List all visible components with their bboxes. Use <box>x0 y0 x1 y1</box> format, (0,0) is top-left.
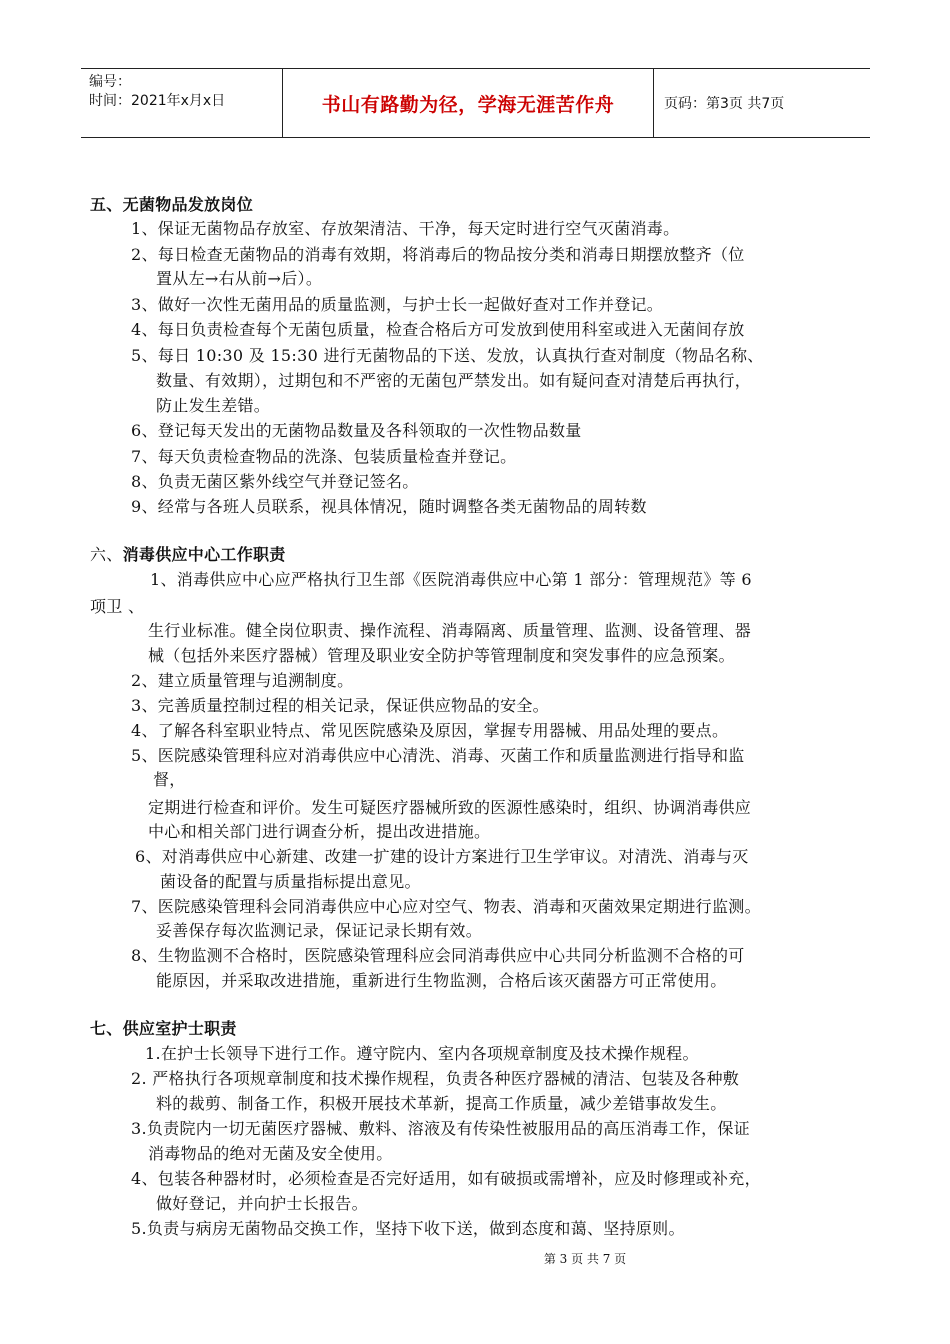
section-6-line: 能原因，并采取改进措施，重新进行生物监测，合格后该灭菌器方可正常使用。 <box>156 971 727 990</box>
section-7-line: 2. 严格执行各项规章制度和技术操作规程，负责各种医疗器械的清洁、包装及各种敷 <box>131 1069 740 1088</box>
section-5-line: 3、做好一次性无菌用品的质量监测，与护士长一起做好查对工作并登记。 <box>131 295 664 314</box>
section-6-line: 妥善保存每次监测记录，保证记录长期有效。 <box>156 921 483 940</box>
section-7-line: 3.负责院内一切无菌医疗器械、敷料、溶液及有传染性被服用品的高压消毒工作，保证 <box>131 1119 750 1138</box>
section-6-line: 4、了解各科室职业特点、常见医院感染及原因，掌握专用器械、用品处理的要点。 <box>131 721 729 740</box>
section-5-line: 置从左→右从前→后）。 <box>156 269 323 288</box>
motto: 书山有路勤为径，学海无涯苦作舟 <box>283 69 654 137</box>
section-7-title: 七、供应室护士职责 <box>90 1019 237 1038</box>
section-7-line: 1.在护士长领导下进行工作。遵守院内、室内各项规章制度及技术操作规程。 <box>145 1044 699 1063</box>
section-6-line: 3、完善质量控制过程的相关记录，保证供应物品的安全。 <box>131 696 549 715</box>
section-5-line: 5、每日 10:30 及 15:30 进行无菌物品的下送、发放，认真执行查对制度（物品名称、 <box>131 346 764 365</box>
section-6-line: 生行业标准。健全岗位职责、操作流程、消毒隔离、质量管理、监测、设备管理、器 <box>148 621 752 640</box>
section-7-line: 做好登记，并向护士长报告。 <box>156 1194 368 1213</box>
section-6-line: 5、医院感染管理科应对消毒供应中心清洗、消毒、灭菌工作和质量监测进行指导和监 <box>131 746 745 765</box>
header-left-cell <box>81 69 283 137</box>
section-5-line: 7、每天负责检查物品的洗涤、包装质量检查并登记。 <box>131 447 517 466</box>
number-label: 编号： <box>89 74 131 90</box>
section-6-line: 定期进行检查和评价。发生可疑医疗器械所致的医源性感染时，组织、协调消毒供应 <box>148 798 752 817</box>
section-6-line: 8、生物监测不合格时，医院感染管理科应会同消毒供应中心共同分析监测不合格的可 <box>131 946 745 965</box>
section-5-line: 9、经常与各班人员联系，视具体情况，随时调整各类无菌物品的周转数 <box>131 497 647 516</box>
section-5-line: 防止发生差错。 <box>156 396 271 415</box>
section-6-line: 2、建立质量管理与追溯制度。 <box>131 671 354 690</box>
section-5-line: 数量、有效期），过期包和不严密的无菌包严禁发出。如有疑问查对清楚后再执行， <box>156 371 752 390</box>
section-7-line: 5.负责与病房无菌物品交换工作，坚持下收下送，做到态度和蔼、坚持原则。 <box>131 1219 685 1238</box>
section-5-line: 6、登记每天发出的无菌物品数量及各科领取的一次性物品数量 <box>131 421 582 440</box>
section-6-line: 6、对消毒供应中心新建、改建一扩建的设计方案进行卫生学审议。对清洗、消毒与灭 <box>135 847 749 866</box>
section-6-line: 项卫 、 <box>90 597 145 616</box>
header-table <box>81 68 870 138</box>
section-5-line: 1、保证无菌物品存放室、存放架清洁、干净，每天定时进行空气灭菌消毒。 <box>131 219 680 238</box>
section-6-line: 菌设备的配置与质量指标提出意见。 <box>160 872 421 891</box>
section-7-line: 消毒物品的绝对无菌及安全使用。 <box>148 1144 393 1163</box>
section-5-line: 8、负责无菌区紫外线空气并登记签名。 <box>131 472 419 491</box>
page-label: 页码：第3页 共7页 <box>664 96 785 112</box>
section-6-title: 消毒供应中心工作职责 <box>122 545 286 564</box>
section-6-line: 督， <box>153 770 186 789</box>
section-5-title: 五、无菌物品发放岗位 <box>90 195 254 214</box>
page-footer: 第 3 页 共 7 页 <box>543 1252 627 1266</box>
section-6-line: 1、消毒供应中心应严格执行卫生部《医院消毒供应中心第 1 部分：管理规范》等 6 <box>150 570 752 589</box>
section-6-line: 7、医院感染管理科会同消毒供应中心应对空气、物表、消毒和灭菌效果定期进行监测。 <box>131 897 761 916</box>
section-6-prefix: 六、 <box>90 545 123 564</box>
date-label: 时间：2021年x月x日 <box>89 93 226 109</box>
section-5-line: 2、每日检查无菌物品的消毒有效期，将消毒后的物品按分类和消毒日期摆放整齐（位 <box>131 245 745 264</box>
section-5-line: 4、每日负责检查每个无菌包质量，检查合格后方可发放到使用科室或进入无菌间存放 <box>131 320 745 339</box>
section-6-heading <box>90 544 286 566</box>
section-6-line: 械（包括外来医疗器械）管理及职业安全防护等管理制度和突发事件的应急预案。 <box>148 646 735 665</box>
section-6-line: 中心和相关部门进行调查分析，提出改进措施。 <box>148 822 491 841</box>
section-7-line: 料的裁剪、制备工作，积极开展技术革新，提高工作质量，减少差错事故发生。 <box>156 1094 727 1113</box>
section-7-line: 4、包装各种器材时，必须检查是否完好适用，如有破损或需增补，应及时修理或补充， <box>131 1169 761 1188</box>
